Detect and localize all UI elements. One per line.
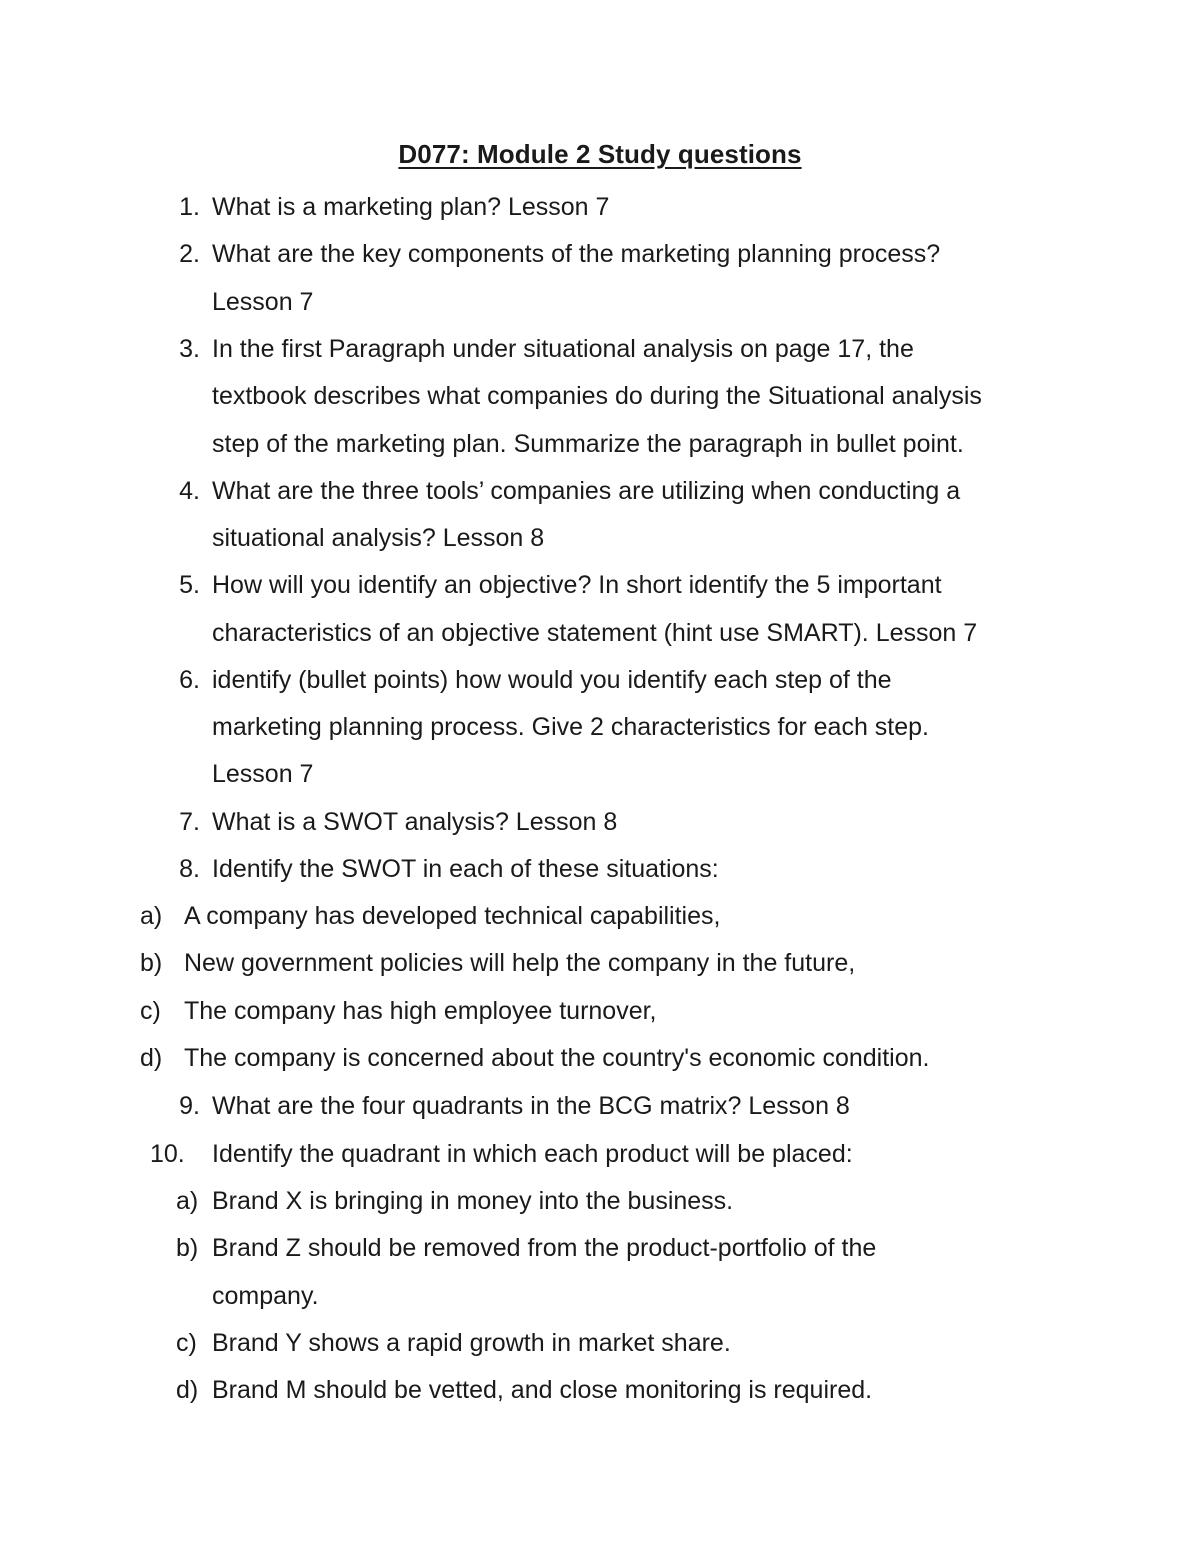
question-text: In the first Paragraph under situational analysis on page 17, the <box>212 335 914 363</box>
list-letter: b) <box>140 949 163 977</box>
question-text: characteristics of an objective statement (hint use SMART). Lesson 7 <box>212 619 978 647</box>
list-letter: d) <box>140 1044 163 1072</box>
question-number: 2. <box>179 240 200 268</box>
question-text: situational analysis? Lesson 8 <box>212 524 545 552</box>
swot-item: New government policies will help the company in the future, <box>184 949 856 977</box>
bcg-item: company. <box>212 1282 319 1310</box>
question-text: Lesson 7 <box>212 760 314 788</box>
question-text: identify (bullet points) how would you identify each step of the <box>212 666 892 694</box>
list-letter: d) <box>176 1376 199 1404</box>
bcg-item: Brand X is bringing in money into the business. <box>212 1187 734 1215</box>
list-letter: c) <box>176 1329 197 1357</box>
swot-item: The company has high employee turnover, <box>184 997 657 1025</box>
question-text: What is a marketing plan? Lesson 7 <box>212 193 610 221</box>
question-number: 5. <box>179 571 200 599</box>
question-text: What are the four quadrants in the BCG matrix? Lesson 8 <box>212 1092 850 1120</box>
question-number: 3. <box>179 335 200 363</box>
question-text: What are the key components of the marketing planning process? <box>212 240 941 268</box>
question-number: 6. <box>179 666 200 694</box>
question-number: 4. <box>179 477 200 505</box>
question-text: What is a SWOT analysis? Lesson 8 <box>212 808 618 836</box>
question-text: Identify the quadrant in which each product will be placed: <box>212 1140 853 1168</box>
list-letter: c) <box>140 997 161 1025</box>
question-number: 8. <box>179 855 200 883</box>
question-number: 9. <box>179 1092 200 1120</box>
question-text: Lesson 7 <box>212 288 314 316</box>
question-number: 7. <box>179 808 200 836</box>
list-letter: b) <box>176 1234 199 1262</box>
question-text: step of the marketing plan. Summarize the paragraph in bullet point. <box>212 430 964 458</box>
bcg-item: Brand M should be vetted, and close monitoring is required. <box>212 1376 873 1404</box>
document-title: D077: Module 2 Study questions <box>398 139 802 169</box>
question-number: 10. <box>150 1140 185 1168</box>
list-letter: a) <box>176 1187 199 1215</box>
swot-item: A company has developed technical capabilities, <box>184 902 721 930</box>
question-text: How will you identify an objective? In short identify the 5 important <box>212 571 942 599</box>
question-text: textbook describes what companies do during the Situational analysis <box>212 382 982 410</box>
question-number: 1. <box>179 193 200 221</box>
swot-item: The company is concerned about the country's economic condition. <box>184 1044 930 1072</box>
list-letter: a) <box>140 902 163 930</box>
question-text: What are the three tools’ companies are utilizing when conducting a <box>212 477 961 505</box>
question-text: Identify the SWOT in each of these situations: <box>212 855 719 883</box>
bcg-item: Brand Y shows a rapid growth in market share. <box>212 1329 731 1357</box>
question-text: marketing planning process. Give 2 characteristics for each step. <box>212 713 930 741</box>
bcg-item: Brand Z should be removed from the product-portfolio of the <box>212 1234 877 1262</box>
